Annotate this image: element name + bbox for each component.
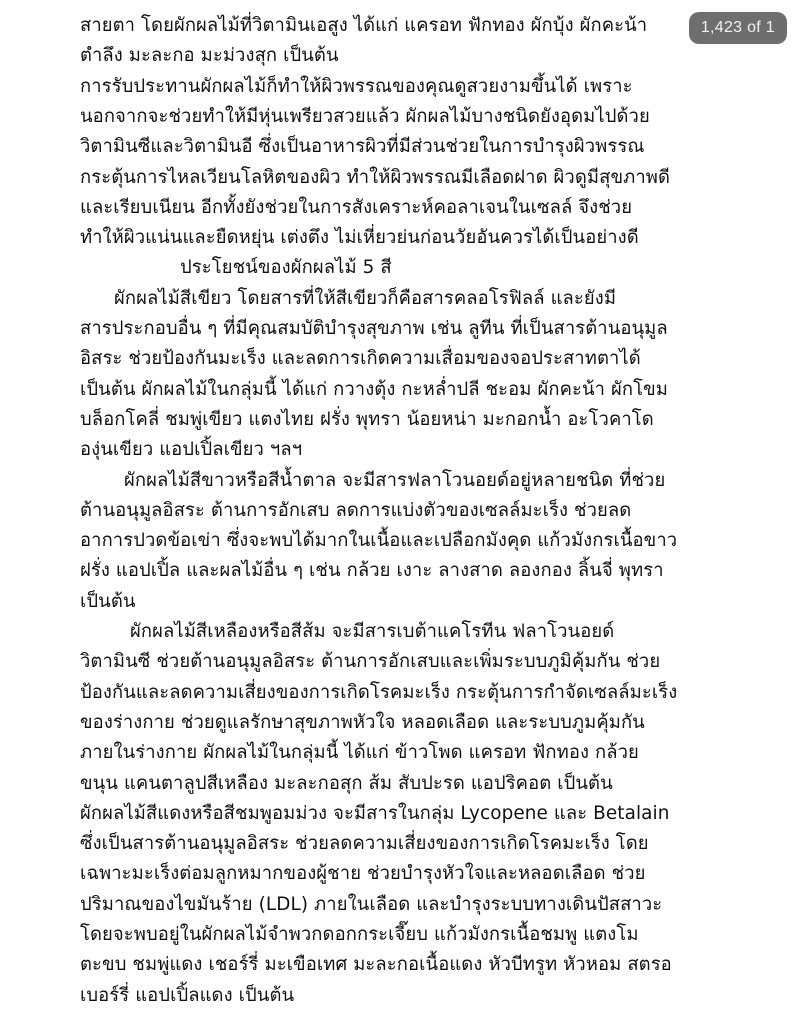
page-counter-badge: 1,423 of 1 [689,12,787,44]
text-line: ทำให้ผิวแน่นและยืดหยุ่น เต่งตึง ไม่เหี่ยวย่นก่อนวัยอันควรได้เป็นอย่างดี [80,227,639,249]
text-line: และเรียบเนียน อีกทั้งยังช่วยในการสังเคราะห์คอลาเจนในเซลล์ จึงช่วย [80,196,633,218]
text-line: ภายในร่างกาย ผักผลไม้ในกลุ่มนี้ ได้แก่ ข้าวโพด แครอท ฟักทอง กล้วย [80,742,639,764]
text-line: เป็นต้น ผักผลไม้ในกลุ่มนี้ ได้แก่ กวางตุ้ง กะหล่ำปลี ชะอม ผักคะน้า ผักโขม [80,378,668,400]
text-line: ขนุน แคนตาลูปสีเหลือง มะละกอสุก ส้ม สับปะรด แอปริคอต เป็นต้น [80,772,613,794]
text-line: บล็อกโคลี่ ชมพู่เขียว แตงไทย ฝรั่ง พุทรา น้อยหน่า มะกอกน้ำ อะโวคาโด [80,408,654,430]
text-line: นอกจากจะช่วยทำให้มีหุ่นเพรียวสวยแล้ว ผักผลไม้บางชนิดยังอุดมไปด้วย [80,105,650,127]
text-line: ปริมาณของไขมันร้าย (LDL) ภายในเลือด และบำรุงระบบทางเดินปัสสาวะ [80,893,663,915]
text-line: ผักผลไม้สีขาวหรือสีน้ำตาล จะมีสารฟลาโวนอยด์อยู่หลายชนิด ที่ช่วย [124,469,666,491]
text-line: เฉพาะมะเร็งต่อมลูกหมากของผู้ชาย ช่วยบำรุงหัวใจและหลอดเลือด ช่วย [80,863,646,885]
text-line: อาการปวดข้อเข่า ซึ่งจะพบได้มากในเนื้อและเปลือกมังคุด แก้วมังกรเนื้อขาว [80,530,678,552]
text-line: ซึ่งเป็นสารต้านอนุมูลอิสระ ช่วยลดความเสี่ยงของการเกิดโรคมะเร็ง โดย [80,833,649,855]
text-line: ต้านอนุมูลอิสระ ต้านการอักเสบ ลดการแบ่งตัวของเซลล์มะเร็ง ช่วยลด [80,499,632,521]
text-line: ผักผลไม้สีเหลืองหรือสีส้ม จะมีสารเบต้าแคโรทีน ฟลาโวนอยด์ [130,621,615,642]
text-line: การรับประทานผักผลไม้ก็ทำให้ผิวพรรณของคุณดูสวยงามขึ้นได้ เพราะ [80,75,633,97]
text-line: เบอร์รี่ แอปเปิ้ลแดง เป็นต้น [80,984,295,1006]
text-line: ป้องกันและลดความเสี่ยงของการเกิดโรคมะเร็ง กระตุ้นการกำจัดเซลล์มะเร็ง [80,681,678,703]
text-line: ผักผลไม้สีเขียว โดยสารที่ให้สีเขียวก็คือสารคลอโรฟิลล์ และยังมี [114,287,617,309]
section-heading: ประโยชน์ของผักผลไม้ 5 สี [180,257,392,279]
text-line: องุ่นเขียว แอปเปิ้ลเขียว ฯลฯ [80,439,303,461]
text-line: ของร่างกาย ช่วยดูแลรักษาสุขภาพหัวใจ หลอดเลือด และระบบภูมคุ้มกัน [80,711,645,733]
text-line: ตะขบ ชมพู่แดง เชอร์รี่ มะเขือเทศ มะละกอเนื้อแดง หัวบีทรูท หัวหอม สตรอ [80,954,672,976]
text-line: วิตามินซี ช่วยต้านอนุมูลอิสระ ต้านการอักเสบและเพิ่มระบบภูมิคุ้มกัน ช่วย [80,651,661,673]
text-line: สารประกอบอื่น ๆ ที่มีคุณสมบัติบำรุงสุขภาพ เช่น ลูทีน ที่เป็นสารต้านอนุมูล [80,318,668,339]
text-line: โดยจะพบอยู่ในผักผลไม้จำพวกดอกกระเจี๊ยบ แก้วมังกรเนื้อชมพู แตงโม [80,924,639,945]
text-line: ฝรั่ง แอปเปิ้ล และผลไม้อื่น ๆ เช่น กล้วย เงาะ ลางสาด ลองกอง ลิ้นจี่ พุทรา [80,560,664,582]
text-line: วิตามินซีและวิตามินอี ซึ่งเป็นอาหารผิวที่มีส่วนช่วยในการบำรุงผิวพรรณ [80,136,645,158]
text-line: ผักผลไม้สีแดงหรือสีชมพูอมม่วง จะมีสารในกลุ่ม Lycopene และ Betalain [80,802,670,824]
text-line: เป็นต้น [80,590,136,612]
text-line: กระตุ้นการไหลเวียนโลหิตของผิว ทำให้ผิวพรรณมีเลือดฝาด ผิวดูมีสุขภาพดี [80,166,671,188]
text-line: ตำลึง มะละกอ มะม่วงสุก เป็นต้น [80,45,339,67]
text-line: อิสระ ช่วยป้องกันมะเร็ง และลดการเกิดความเสื่อมของจอประสาทตาได้ [80,348,641,370]
text-line: สายตา โดยผักผลไม้ที่วิตามินเอสูง ได้แก่ แครอท ฟักทอง ผักบุ้ง ผักคะน้า [80,15,648,36]
